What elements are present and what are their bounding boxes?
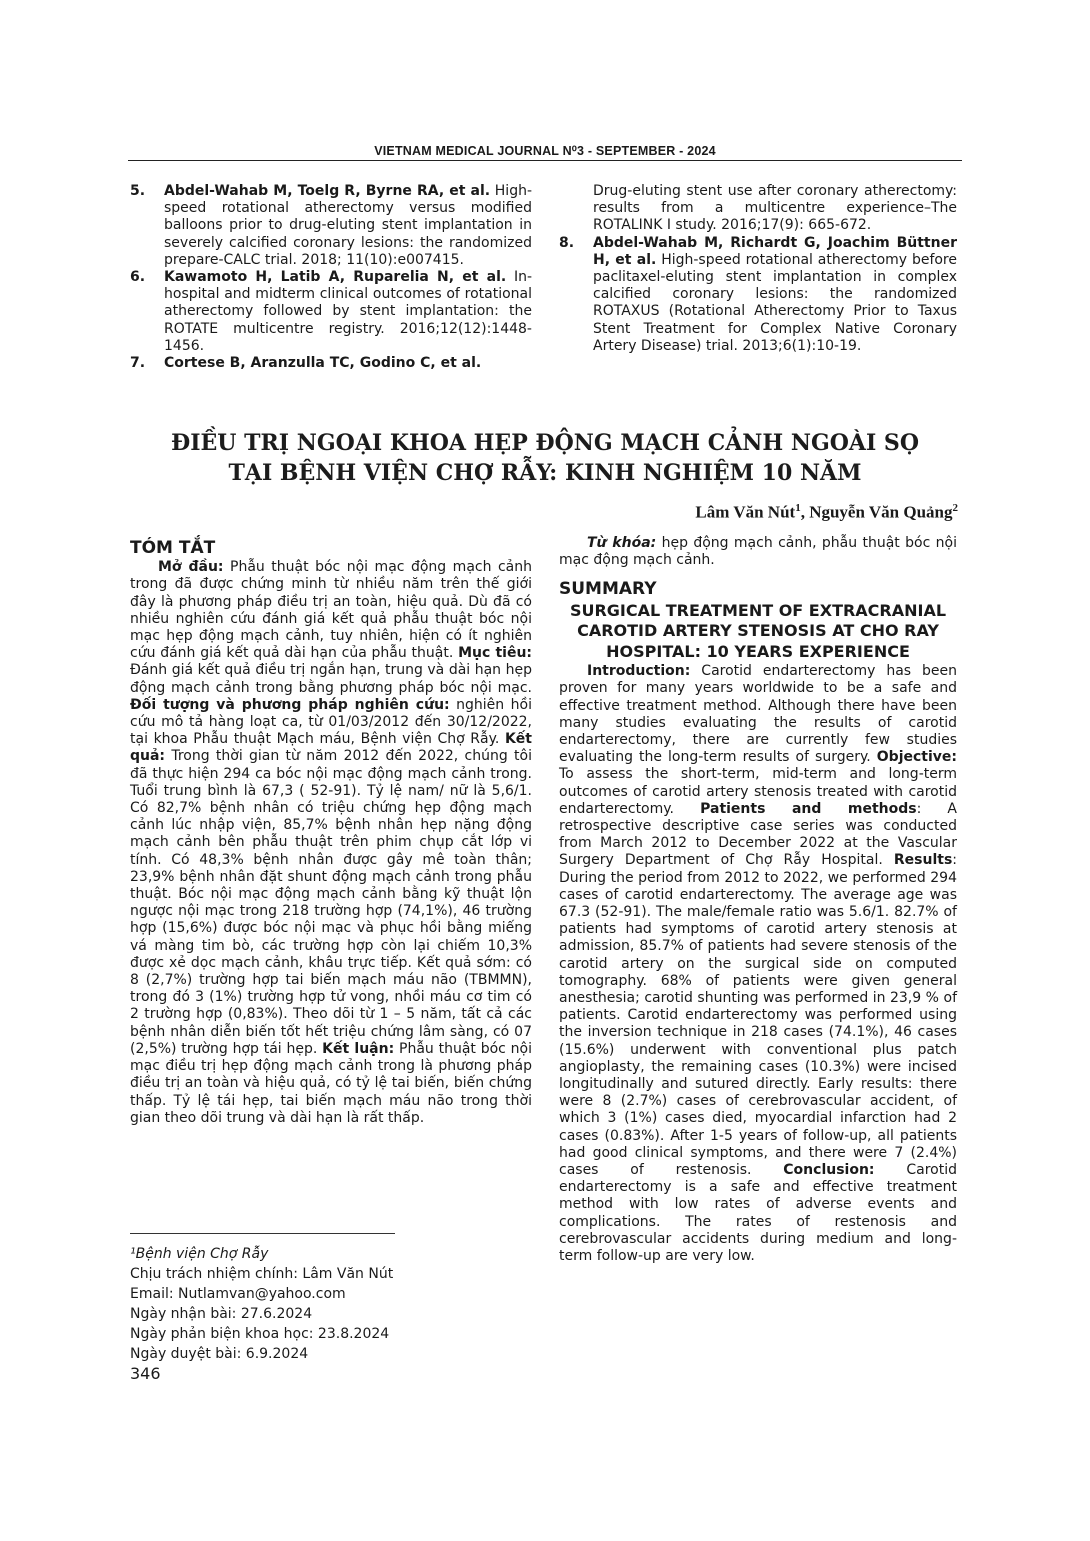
review-date: Ngày phản biện khoa học: 23.8.2024 [130,1326,390,1342]
section-label: Mục tiêu: [458,645,533,662]
abstract-text: Đánh giá kết quả điều trị ngắn hạn, trung và dài hạn hẹp động mạch cảnh trong bằng phương pháp bóc nội mạc. [130,662,532,696]
abstract-text: Trong thời gian từ năm 2012 đến 2022, chúng tôi đã thực hiện 294 ca bóc nội mạc động mạch cảnh trong. Tuổi trung bình là 67,3 ( 52-91). Tỷ lệ nam/ nữ là 5,6/1. Có 82,7% bệnh nhân có triệu chứng hẹp động mạch cảnh lúc nhập viện, 85,7% bệnh nhân hẹp nặng động mạch cảnh bên phẫu thuật trên phim chụp cắt lớp vi tính. Có 48,3% bệnh nhân được gây mê toàn thân; 23,9% bệnh nhân đặt shunt động mạch cảnh trong phẫu thuật. Bóc nội mạc động mạch cảnh bằng kỹ thuật lộn ngược nội mạc trong 218 trường hợp (74,1%), 46 trường hợp (15,6%) được bóc nội mạc và phục hồi bằng miếng vá màng tim bò, các trường hợp còn lại chiếm 10,3% được xẻ dọc mạch cảnh, khâu trực tiếp. Kết quả sớm: có 8 (2,7%) trường hợp tai biến mạch máu não (TBMMN), trong đó 3 (1%) trường hợp tử vong, nhồi máu cơ tim có 2 trường hợp (0,83%). Theo dõi từ 1 – 5 năm, tất cả các bệnh nhân diễn biến tốt hết triệu chứng lâm sàng, có 07 (2,5%) trường hợp tái hẹp. [130,748,532,1057]
keywords [559,535,957,569]
article-title-line-2: TẠI BỆNH VIỆN CHỢ RẪY: KINH NGHIỆM 10 NĂM [228,460,862,486]
email-line: Email: Nutlamvan@yahoo.com [130,1286,346,1302]
reference-number: 8. [559,234,575,251]
reference-item [130,355,532,372]
reference-item [559,235,957,355]
reference-text: High-speed rotational atherectomy versus modified balloons prior to drug-eluting stent implantation in severely calcified coronary lesions: the randomized prepare-CALC trial. 2018; 11(10):e007415. [164,183,533,268]
abstract-heading: TÓM TẮT [130,538,216,558]
reference-authors: Abdel-Wahab M, Toelg R, Byrne RA, et al. [164,183,491,199]
reference-authors: Kawamoto H, Latib A, Ruparelia N, et al. [164,269,507,286]
english-summary [559,535,957,1265]
summary-text: : During the period from 2012 to 2022, we performed 294 cases of carotid endarterectomy. The average age was 67.3 (52-91). The male/female ratio was 5.6/1. 82.7% of patients had symptoms of carotid artery stenosis at admission, 85.7% of patients had severe stenosis of the carotid artery on the surgical side on computed tomography. 68% of patients were given general anesthesia; carotid shunting was performed in 23,9 % of patients. Carotid endarterectomy was performed using the inversion technique in 218 cases (74.1%), 46 cases (15.6%) underwent with conventional plus patch angioplasty, the remaining cases (10.3%) were incised longitudinally and sutured directly. Early results: there were 8 (2.7%) cases of cerebrovascular accident, of which 3 (1%) cases died, myocardial infarction had 2 cases (0.83%). After 1-5 years of follow-up, all patients had good clinical symptoms, and there were 7 (2.4%) cases of restenosis. [559,852,957,1178]
keywords-text: hẹp động mạch cảnh, phẫu thuật bóc nội mạc động mạch cảnh. [559,535,957,569]
footnote-rule [130,1233,395,1234]
article-title-line-1: ĐIỀU TRỊ NGOẠI KHOA HẸP ĐỘNG MẠCH CẢNH NGOÀI SỌ [171,430,919,456]
summary-text: To assess the short-term, mid-term and long-term outcomes of carotid artery stenosis treated with carotid endarterectomy. [559,766,957,817]
section-label: Kết quả: [130,731,532,765]
summary-text: Carotid endarterectomy is a safe and effective treatment method with low rates of adverse events and complications. The rates of restenosis and cerebrovascular accidents during medium and long-term follow-up are very low. [559,1162,957,1265]
summary-body [559,663,957,1265]
reference-text: High-speed rotational atherectomy before paclitaxel-eluting stent implantation in complex calcified coronary lesions: the randomized ROTAXUS (Rotational Atherectomy Prior to Taxus Stent Treatment for Complex Native Coronary Artery Disease) trial. 2013;6(1):10-19. [593,251,957,354]
page-number: 346 [130,1364,161,1383]
vietnamese-abstract [130,540,532,1127]
section-label: Introduction: [587,663,691,680]
received-date: Ngày nhận bài: 27.6.2024 [130,1306,313,1322]
author-name: Nguyễn Văn Quảng [809,502,953,522]
accepted-date: Ngày duyệt bài: 6.9.2024 [130,1346,309,1362]
abstract-text: Phẫu thuật bóc nội mạc động mạch cảnh trong đã được chứng minh từ nhiều năm trên thế giới đây là phương pháp điều trị an toàn, hiệu quả. Dù đã có nhiều nghiên cứu đánh giá kết quả phẫu thuật bóc nội mạc hẹp động mạch cảnh, tuy nhiên, hiện có ít nghiên cứu đánh giá kết quả dài hạn của phẫu thuật. [130,559,532,662]
section-label: Đối tượng và phương pháp nghiên cứu: [130,696,450,713]
responsible-author: Chịu trách nhiệm chính: Lâm Văn Nút [130,1266,394,1282]
abstract-text: nghiên hồi cứu mô tả hàng loạt ca, từ 01/03/2012 đến 30/12/2022, tại khoa Phẫu thuật Mạch máu, Bệnh viện Chợ Rẫy. [130,696,532,748]
authors [695,502,958,523]
section-label: Patients and methods [700,800,917,817]
author-name: Lâm Văn Nút [695,502,796,522]
affiliation-marker: 2 [952,502,958,514]
reference-number: 5. [130,183,146,199]
references-left [130,183,532,372]
references-right [559,183,957,355]
reference-text: In-hospital and midterm clinical outcomes of rotational atherectomy followed by stent implantation: the ROTATE multicentre registry. 2016;12(12):1448-1456. [164,269,532,354]
section-label: Kết luận: [322,1040,395,1057]
reference-authors: Abdel-Wahab M, Richardt G, Joachim Büttner H, et al. [593,234,957,268]
journal-header: VIETNAM MEDICAL JOURNAL N⁰3 - SEPTEMBER - 2024 [374,144,716,158]
reference-continuation [559,183,957,235]
header-rule [128,160,962,161]
abstract-text: Phẫu thuật bóc nội mạc điều trị hẹp động mạch cảnh trong là phương pháp điều trị an toàn và hiệu quả, có tỷ lệ tai biến, biến chứng thấp. Tỷ lệ tái hẹp, tai biến mạch máu não trong thời gian theo dõi trung và dài hạn là rất thấp. [130,1040,532,1126]
section-label: Mở đầu: [158,559,224,576]
summary-heading: SUMMARY [559,579,657,600]
summary-title: SURGICAL TREATMENT OF EXTRACRANIAL CAROTID ARTERY STENOSIS AT CHO RAY HOSPITAL: 10 YEARS EXPERIENCE [569,600,947,661]
footnotes [130,1244,393,1364]
section-label: Objective: [876,749,957,766]
summary-text: Carotid endarterectomy has been proven for many years worldwide to be a safe and effective treatment method. Although there have been many studies evaluating the results of carotid endarterectomy, there are currently few studies evaluating the long-term results of surgery. [559,663,957,766]
abstract-body [130,559,532,1127]
reference-item [130,183,532,269]
reference-item [130,269,532,355]
affiliation-note: ¹Bệnh viện Chợ Rẫy [130,1246,269,1262]
reference-number: 7. [130,355,146,372]
section-label: Conclusion: [783,1162,875,1178]
reference-text: Drug-eluting stent use after coronary atherectomy: results from a multicentre experience–The ROTALINK I study. 2016;17(9): 665-672. [593,183,957,234]
keywords-label: Từ khóa: [587,535,657,551]
summary-text: : A retrospective descriptive case series was conducted from March 2012 to December 2022 at the Vascular Surgery Department of Chợ Rẫy Hospital. [559,800,957,869]
reference-number: 6. [130,269,146,286]
author-separator: , [800,502,810,522]
reference-authors: Cortese B, Aranzulla TC, Godino C, et al. [164,355,482,372]
section-label: Results [893,852,953,869]
affiliation-marker: 1 [795,502,801,514]
